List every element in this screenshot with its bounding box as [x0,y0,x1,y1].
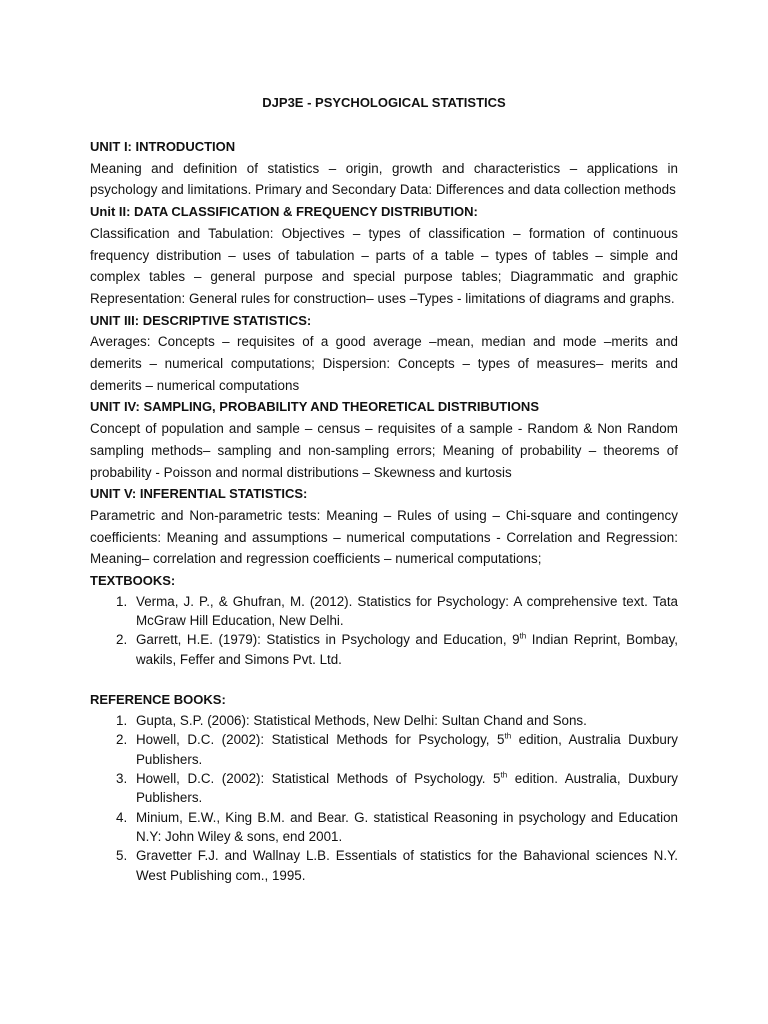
list-number: 2. [116,632,128,648]
ordinal-superscript: th [500,770,508,780]
document-title: DJP3E - PSYCHOLOGICAL STATISTICS [262,95,506,110]
unit-4-body: Concept of population and sample – census – requisites of a sample - Random & Non Random sampling methods– sampling and non-sampling errors; Meaning of probability – theorems of probability - Poisson and normal distributions – Skewness and kurtosis [90,421,678,480]
unit-1-heading: UNIT I: INTRODUCTION [90,139,236,154]
citation-text: Minium, E.W., King B.M. and Bear. G. statistical Reasoning in psychology and Education N.Y: John Wiley & sons, end 2001. [136,809,678,844]
reference-item [90,769,678,807]
textbook-item [90,592,678,630]
citation-text: Gravetter F.J. and Wallnay L.B. Essentials of statistics for the Bahavional sciences N.Y. West Publishing com., 1995. [136,848,678,883]
reference-item [90,730,678,768]
textbooks-list [90,592,678,669]
citation-text-cont: edition. Australia, Duxbury Publishers. [136,771,678,806]
unit-4 [90,396,678,483]
citation-text: Howell, D.C. (2002): Statistical Methods of Psychology. 5 [136,771,501,787]
list-number: 4. [116,809,128,825]
citation-text: Gupta, S.P. (2006): Statistical Methods, New Delhi: Sultan Chand and Sons. [136,712,587,728]
citation-text: Verma, J. P., & Ghufran, M. (2012). Statistics for Psychology: A comprehensive text. Tata McGraw Hill Education, New Delhi. [136,593,678,628]
spacer [90,669,678,689]
unit-3-heading: UNIT III: DESCRIPTIVE STATISTICS: [90,312,312,328]
unit-4-heading: UNIT IV: SAMPLING, PROBABILITY AND THEORETICAL DISTRIBUTIONS [90,399,539,415]
unit-5 [90,483,678,570]
list-number: 1. [116,712,128,728]
unit-5-body: Parametric and Non-parametric tests: Meaning – Rules of using – Chi-square and contingency coefficients: Meaning and assumptions – numerical computations - Correlation and Regression: Meaning– correlation and regression coefficients – numerical computations; [90,507,678,567]
unit-3 [90,310,678,397]
references-heading: REFERENCE BOOKS: [90,692,226,708]
citation-text: Garrett, H.E. (1979): Statistics in Psychology and Education, 9 [136,632,520,648]
unit-1 [90,136,678,201]
reference-item [90,846,678,884]
unit-5-heading: UNIT V: INFERENTIAL STATISTICS: [90,486,308,502]
unit-2-body: Classification and Tabulation: Objectives – types of classification – formation of continuous frequency distribution – uses of tabulation – parts of a table – types of tables – simple and complex tables – general purpose and special purpose tables; Diagrammatic and graphic Representation: General rules for construction– uses –Types - limitations of diagrams and graphs. [90,225,678,306]
reference-item [90,711,678,730]
list-number: 5. [116,848,128,864]
unit-2-heading: Unit II: DATA CLASSIFICATION & FREQUENCY DISTRIBUTION: [90,204,478,220]
citation-text: Howell, D.C. (2002): Statistical Methods for Psychology, 5 [136,732,505,748]
reference-item [90,808,678,846]
textbooks-section [90,570,678,669]
list-number: 1. [116,593,128,609]
unit-2 [90,201,678,310]
ordinal-superscript: th [519,632,527,641]
textbooks-heading: TEXTBOOKS: [90,573,176,589]
unit-1-body: Meaning and definition of statistics – origin, growth and characteristics – applications in psychology and limitations. Primary and Secondary Data: Differences and data collection methods [90,160,678,198]
list-number: 2. [116,732,128,748]
unit-3-body: Averages: Concepts – requisites of a good average –mean, median and mode –merits and demerits – numerical computations; Dispersion: Concepts – types of measures– merits and demerits – numerical computations [90,334,678,393]
citation-text-cont: Indian Reprint, Bombay, wakils, Feffer and Simons Pvt. Ltd. [136,632,678,667]
list-number: 3. [116,771,128,787]
references-list [90,711,678,885]
textbook-item [90,630,678,668]
ordinal-superscript: th [504,731,512,741]
citation-text-cont: edition, Australia Duxbury Publishers. [136,732,678,767]
references-section [90,689,678,885]
